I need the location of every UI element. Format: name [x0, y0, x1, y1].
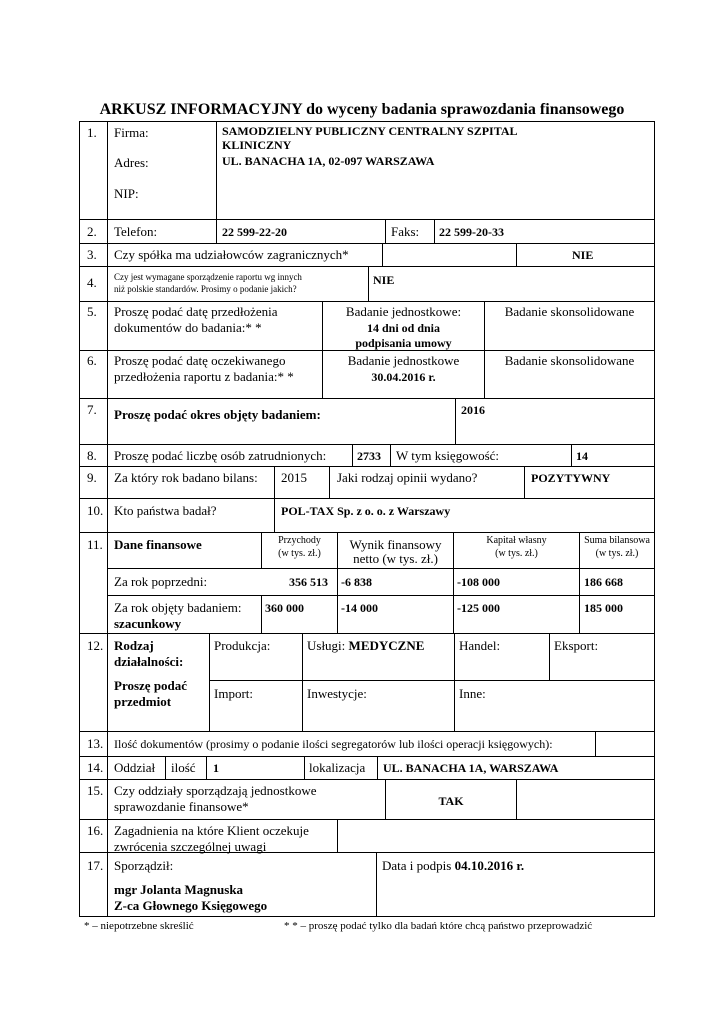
report-standards-answer: NIE: [373, 273, 395, 287]
branch-count-label: ilość: [171, 760, 196, 775]
submission-date-question-line1: Proszę podać datę przedłożenia: [114, 304, 278, 319]
previous-balance-sum: 186 668: [584, 575, 623, 589]
services-value: MEDYCZNE: [348, 638, 425, 653]
accounting-staff-label: W tym księgowość:: [396, 448, 500, 463]
footnote-audit-only: * * – proszę podać tylko dla badań które chcą państwo przeprowadzić: [284, 920, 593, 932]
special-attention-question-line2: zwrócenia szczególnej uwagi: [114, 839, 267, 854]
import-label: Import:: [214, 686, 253, 701]
row-number: 5.: [87, 304, 97, 319]
row-number: 8.: [87, 448, 97, 463]
adres-label: Adres:: [114, 155, 149, 170]
report-standards-question-line2: niż polskie standardów. Prosimy o podanie jakich?: [114, 284, 297, 294]
header-balance-sum-unit: (w tys. zł.): [595, 548, 639, 559]
report-standards-question-line1: Czy jest wymagane sporządzenie raportu wg innych: [114, 272, 302, 282]
header-equity-unit: (w tys. zł.): [495, 548, 538, 559]
telefon-value: 22 599-22-20: [222, 225, 287, 239]
opinion-answer: POZYTYWNY: [531, 471, 611, 485]
adres-value: UL. BANACHA 1A, 02-097 WARSZAWA: [222, 154, 435, 168]
firma-value-line2: KLINICZNY: [222, 138, 292, 152]
form-table: [79, 121, 655, 916]
header-equity: Kapitał własny: [486, 535, 547, 546]
investments-label: Inwestycje:: [307, 686, 367, 701]
services-label: Usługi:: [307, 638, 349, 653]
row-number: 17.: [87, 858, 104, 873]
services-field: [307, 638, 424, 654]
row-number: 4.: [87, 275, 97, 290]
preparer-position: Z-ca Głownego Księgowego: [114, 898, 268, 913]
activity-subject-label: Proszę podać: [114, 678, 188, 693]
row-number: 11.: [87, 537, 103, 552]
branch-statements-answer: TAK: [438, 794, 464, 808]
submission-date-question-line2: dokumentów do badania:* *: [114, 320, 262, 335]
report-date-question-line2: przedłożenia raportu z badania:* *: [114, 369, 294, 384]
previous-net-result: -6 838: [341, 575, 372, 589]
branch-statements-question-line1: Czy oddziały sporządzają jednostkowe: [114, 783, 317, 798]
header-net-result-unit: netto (w tys. zł.): [353, 551, 438, 566]
firma-value-line1: SAMODZIELNY PUBLICZNY CENTRALNY SZPITAL: [222, 124, 518, 138]
location-value: UL. BANACHA 1A, WARSZAWA: [383, 761, 559, 775]
date-signature-label: Data i podpis: [382, 858, 455, 873]
form-title: ARKUSZ INFORMACYJNY do wyceny badania sprawozdania finansowego: [99, 101, 625, 118]
foreign-shareholders-answer: NIE: [572, 248, 594, 262]
foreign-shareholders-question: Czy spółka ma udziałowców zagranicznych*: [114, 247, 349, 262]
documents-count-question: Ilość dokumentów (prosimy o podanie ilości segregatorów lub ilości operacji księgowych):: [114, 737, 553, 751]
nip-label: NIP:: [114, 186, 139, 201]
telefon-label: Telefon:: [114, 224, 158, 239]
footnote-strike: * – niepotrzebne skreślić: [84, 920, 194, 932]
faks-value: 22 599-20-33: [439, 225, 504, 239]
unit-report-value: 30.04.2016 r.: [371, 370, 436, 384]
row-number: 6.: [87, 353, 97, 368]
previous-auditor-answer: POL-TAX Sp. z o. o. z Warszawy: [281, 504, 451, 518]
previous-auditor-question: Kto państwa badał?: [114, 503, 217, 518]
current-revenue: 360 000: [265, 601, 304, 615]
row-number: 12.: [87, 638, 104, 653]
unit-audit-value-line1: 14 dni od dnia: [366, 321, 441, 335]
current-balance-sum: 185 000: [584, 601, 623, 615]
date-signature-value: 04.10.2016 r.: [454, 858, 525, 873]
row-number: 10.: [87, 503, 104, 518]
header-revenue-unit: (w tys. zł.): [278, 548, 321, 559]
firma-label: Firma:: [114, 125, 149, 140]
opinion-question: Jaki rodzaj opinii wydano?: [337, 470, 478, 485]
accounting-staff-value: 14: [576, 449, 588, 463]
prepared-by-label: Sporządził:: [114, 858, 174, 873]
employees-question: Proszę podać liczbę osób zatrudnionych:: [114, 448, 327, 463]
header-balance-sum: Suma bilansowa: [584, 535, 650, 546]
consolidated-report-label: Badanie skonsolidowane: [504, 353, 635, 368]
production-label: Produkcja:: [214, 638, 271, 653]
current-year-estimate-label: szacunkowy: [114, 616, 182, 631]
row-number: 9.: [87, 470, 97, 485]
row-number: 16.: [87, 823, 104, 838]
header-net-result: Wynik finansowy: [349, 537, 442, 552]
faks-label: Faks:: [391, 224, 420, 239]
row-number: 15.: [87, 783, 104, 798]
date-signature-field: [382, 858, 524, 874]
employees-answer: 2733: [357, 449, 381, 463]
activity-subject-label-2: przedmiot: [114, 694, 172, 709]
audit-period-question: Proszę podać okres objęty badaniem:: [114, 407, 321, 422]
other-label: Inne:: [459, 686, 486, 701]
special-attention-question-line1: Zagadnienia na które Klient oczekuje: [114, 823, 309, 838]
current-net-result: -14 000: [341, 601, 378, 615]
row-number: 13.: [87, 736, 104, 751]
preparer-name: mgr Jolanta Magnuska: [114, 882, 244, 897]
row-number: 3.: [87, 247, 97, 262]
unit-audit-label: Badanie jednostkowe:: [345, 304, 462, 319]
current-year-label: Za rok objęty badaniem:: [114, 600, 242, 615]
header-revenue: Przychody: [278, 535, 321, 546]
unit-audit-value-line2: podpisania umowy: [355, 336, 452, 350]
row-number: 1.: [87, 125, 97, 140]
report-date-question-line1: Proszę podać datę oczekiwanego: [114, 353, 286, 368]
branch-statements-question-line2: sprawozdanie finansowe*: [114, 799, 249, 814]
consolidated-audit-label: Badanie skonsolidowane: [504, 304, 635, 319]
unit-report-label: Badanie jednostkowe: [347, 353, 460, 368]
previous-year-label: Za rok poprzedni:: [114, 574, 208, 589]
current-equity: -125 000: [457, 601, 500, 615]
row-number: 7.: [87, 402, 97, 417]
financial-data-label: Dane finansowe: [114, 537, 202, 552]
previous-equity: -108 000: [457, 575, 500, 589]
previous-revenue: 356 513: [289, 575, 328, 589]
row-number: 14.: [87, 760, 104, 775]
balance-year-question: Za który rok badano bilans:: [114, 470, 258, 485]
location-label: lokalizacja: [309, 760, 366, 775]
export-label: Eksport:: [554, 638, 599, 653]
activity-type-label-2: działalności:: [114, 654, 184, 669]
trade-label: Handel:: [459, 638, 501, 653]
activity-type-label: Rodzaj: [114, 638, 154, 653]
branch-count-value: 1: [213, 761, 219, 775]
branch-label: Oddział: [114, 760, 156, 775]
row-number: 2.: [87, 224, 97, 239]
audit-period-answer: 2016: [461, 403, 485, 417]
balance-year-value: 2015: [281, 470, 307, 485]
